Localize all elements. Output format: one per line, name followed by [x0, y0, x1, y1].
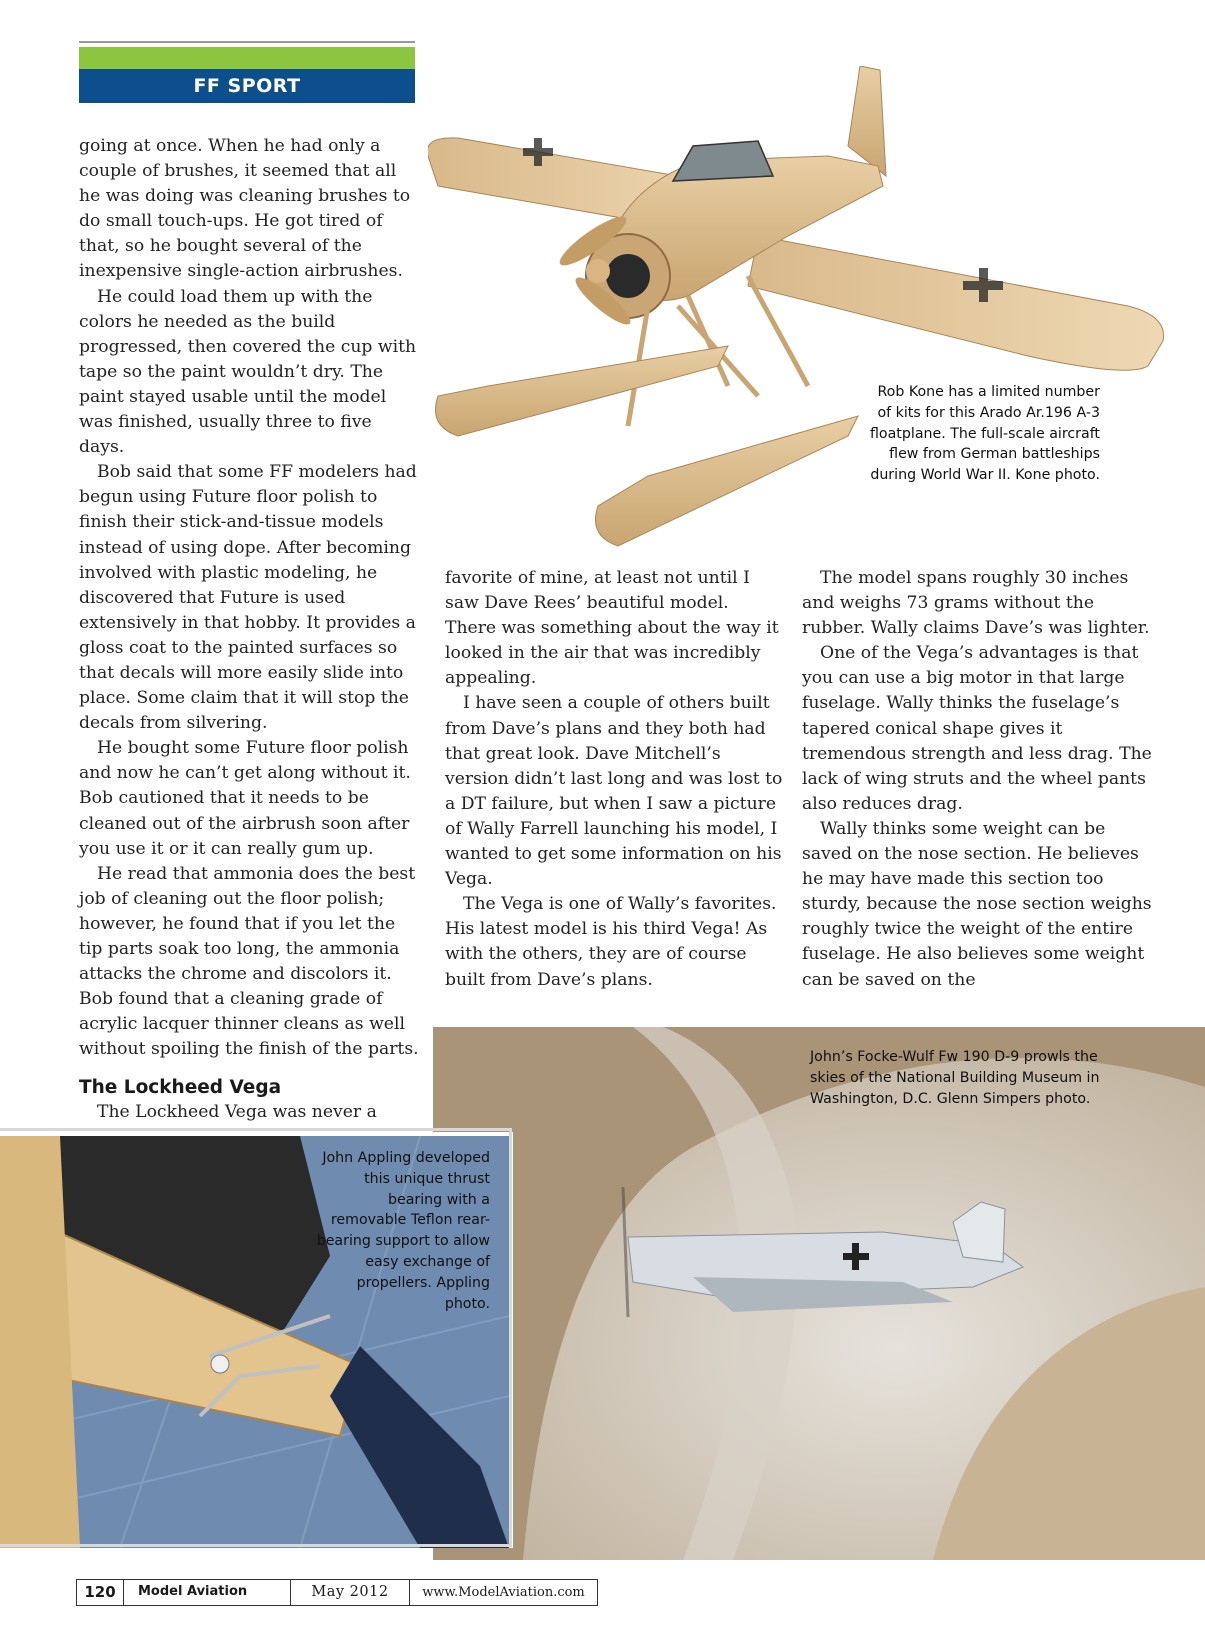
section-heading: The Lockheed Vega — [79, 1077, 282, 1099]
page-number: 120 — [77, 1580, 124, 1605]
website-link[interactable]: www.ModelAviation.com — [422, 1584, 585, 1600]
paragraph: He could load them up with the colors he needed as the build progressed, then covered the cup with tape so the paint wouldn’t dry. The paint stayed usable until the model was finished, usually three to five days. — [79, 286, 417, 458]
paragraph: Bob said that some FF modelers had begun using Future floor polish to finish their stick-and-tissue models instead of using dope. After becoming involved with plastic modeling, he discovered that Future is used extensively in that hobby. It provides a gloss coat to the painted surfaces so that decals will more easily slide into place. Some claim that it will stop the decals from silvering. — [79, 462, 417, 734]
paragraph: One of the Vega’s advantages is that you can use a big motor in that large fuselage. Wally thinks the fuselage’s tapered conical shape gives it tremendous strength and less drag. The lack of wing struts and the wheel pants also reduces drag. — [802, 643, 1152, 814]
paragraph: He bought some Future floor polish and now he can’t get along without it. Bob cautioned that it needs to be cleaned out of the airbrush soon after you use it or it can really gum up. — [79, 738, 411, 859]
arado-caption: Rob Kone has a limited number of kits for this Arado Ar.196 A-3 floatplane. The full-scale aircraft flew from German battleships during World War II. Kone photo. — [870, 384, 1100, 484]
text-column-1 — [79, 134, 419, 1126]
paragraph: Wally thinks some weight can be saved on the nose section. He believes he may have made this section too sturdy, because the nose section weighs roughly twice the weight of the entire fuselage. He also believes some weight can be saved on the — [802, 818, 1152, 990]
page-footer — [76, 1579, 598, 1606]
paragraph: favorite of mine, at least not until I saw Dave Rees’ beautiful model. There was something about the way it looked in the air that was incredibly appealing. — [445, 568, 779, 689]
paragraph: going at once. When he had only a couple of brushes, it seemed that all he was doing was cleaning brushes to do small touch-ups. He got tired of that, so he bought several of the inexpensive single-action airbrushes. — [79, 136, 411, 282]
text-column-2 — [445, 566, 785, 993]
header-green-bar — [79, 47, 415, 69]
paragraph: He read that ammonia does the best job of cleaning out the floor polish; however, he found that if you let the tip parts soak too long, the ammonia attacks the chrome and discolors it. Bob found that a cleaning grade of acrylic lacquer thinner cleans as well without spoiling the finish of the parts. — [79, 863, 419, 1060]
magazine-name: Model Aviation — [124, 1580, 291, 1605]
paragraph: The model spans roughly 30 inches and weighs 73 grams without the rubber. Wally claims Dave’s was lighter. — [802, 568, 1150, 639]
header-rule — [79, 41, 415, 43]
paragraph: I have seen a couple of others built from Dave’s plans and they both had that great look. Dave Mitchell’s version didn’t last long and was lost to a DT failure, but when I saw a picture of Wally Farrell launching his model, I wanted to get some information on his Vega. — [445, 693, 783, 890]
paragraph: The Vega is one of Wally’s favorites. His latest model is his third Vega! As with the others, they are of course built from Dave’s plans. — [445, 894, 777, 990]
issue-date: May 2012 — [291, 1580, 410, 1605]
focke-wulf-caption: John’s Focke-Wulf Fw 190 D-9 prowls the skies of the National Building Museum in Washington, D.C. Glenn Simpers photo. — [810, 1049, 1100, 1107]
text-column-3 — [802, 566, 1152, 993]
bearing-caption: John Appling developed this unique thrust bearing with a removable Teflon rear-bearing support to allow easy exchange of propellers. Appling photo. — [316, 1150, 490, 1312]
section-title: FF SPORT — [79, 69, 415, 103]
paragraph: The Lockheed Vega was never a — [97, 1102, 377, 1123]
